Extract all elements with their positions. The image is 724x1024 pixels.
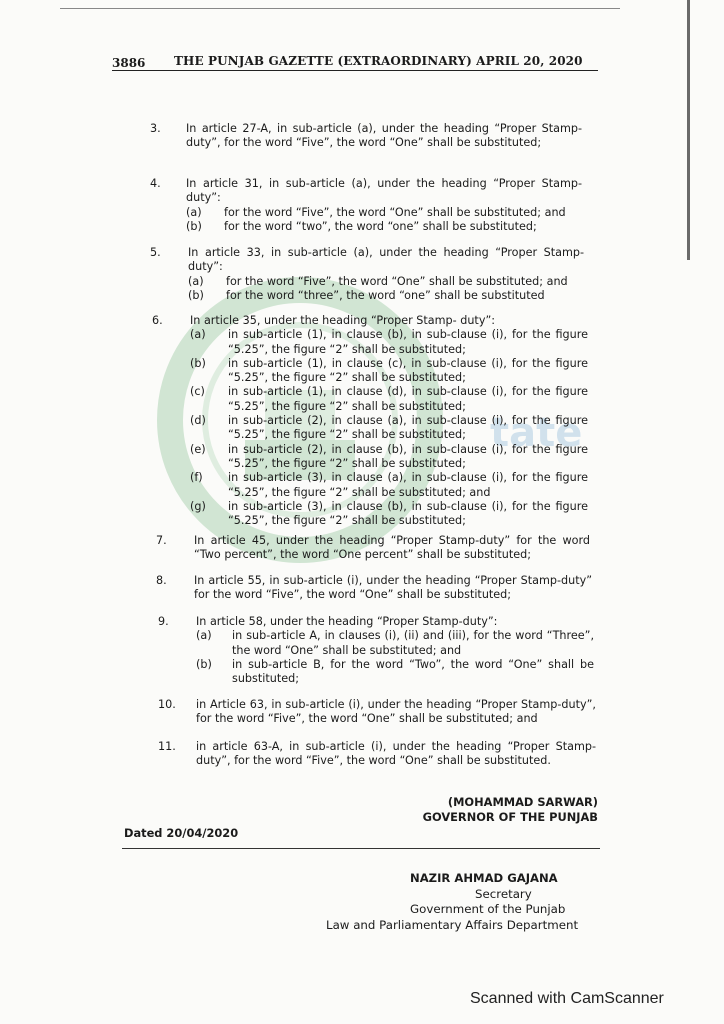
sub-clause: (a) for the word “Five”, the word “One” shall be substituted; and: [186, 205, 566, 219]
item-text: in article 63-A, in sub-article (i), under the heading “Proper Stamp-duty”, for the word “Five”, the word “One” shall be substituted.: [196, 740, 596, 768]
item-text: In article 55, in sub-article (i), under the heading “Proper Stamp-duty” for the word “Five”, the word “One” shall be substituted;: [194, 574, 592, 602]
item-text: In article 27-A, in sub-article (a), under the heading “Proper Stamp-duty”, for the word “Five”, the word “One” shall be substituted;: [186, 122, 582, 150]
item-number: 3.: [150, 122, 161, 135]
footer-rule: [122, 848, 600, 849]
sub-clause: (d) in sub-article (2), in clause (a), in sub-clause (i), for the figure “5.25”, the figure “2” shall be substituted;: [190, 414, 588, 442]
sub-clause: (b) in sub-article B, for the word “Two”, the word “One” shall be substituted;: [196, 657, 594, 686]
item-number: 5.: [150, 246, 161, 259]
item-number: 11.: [158, 740, 176, 753]
scan-edge-line: [60, 8, 620, 9]
dated-line: Dated 20/04/2020: [124, 826, 239, 840]
sub-clause: (a) in sub-article (1), in clause (b), in sub-clause (i), for the figure “5.25”, the figure “2” shall be substituted;: [190, 328, 588, 356]
sub-clause: (g) in sub-article (3), in clause (b), in sub-clause (i), for the figure “5.25”, the figure “2” shall be substituted;: [190, 499, 588, 528]
sub-clause: (b) in sub-article (1), in clause (c), in sub-clause (i), for the figure “5.25”, the figure “2” shall be substituted;: [190, 356, 588, 385]
secretary-designation: Secretary: [475, 886, 532, 901]
item-number: 6.: [152, 314, 163, 327]
sub-clause: (f) in sub-article (3), in clause (a), in sub-clause (i), for the figure “5.25”, the figure “2” shall be substituted; and: [190, 471, 588, 499]
secretary-block: [300, 871, 600, 933]
camscanner-watermark: Scanned with CamScanner: [470, 990, 664, 1007]
item-number: 4.: [150, 177, 161, 190]
governor-signature-block: [360, 795, 598, 825]
scan-edge-shadow: [687, 0, 690, 260]
watermark-text: tate: [490, 410, 583, 456]
item-number: 7.: [156, 534, 167, 547]
item-text: In article 35, under the heading “Proper Stamp- duty”:: [190, 314, 496, 327]
governor-name: (MOHAMMAD SARWAR): [447, 795, 598, 809]
item-text: in Article 63, in sub-article (i), under the heading “Proper Stamp-duty”, for the word “Five”, the word “One” shall be substituted; and: [196, 698, 596, 726]
sub-clause: (e) in sub-article (2), in clause (b), in sub-clause (i), for the figure “5.25”, the figure “2” shall be substituted;: [190, 442, 588, 470]
secretary-department: Law and Parliamentary Affairs Department: [326, 917, 579, 932]
governor-title: GOVERNOR OF THE PUNJAB: [422, 810, 598, 824]
item-number: 8.: [156, 574, 167, 587]
sub-clause: (b) for the word “three”, the word “one” shall be substituted: [188, 288, 545, 302]
sub-clause: (c) in sub-article (1), in clause (d), in sub-clause (i), for the figure “5.25”, the figure “2” shall be substituted;: [190, 385, 588, 413]
gazette-title: THE PUNJAB GAZETTE (EXTRAORDINARY) APRIL 20, 2020: [174, 54, 583, 68]
page-number: 3886: [112, 56, 146, 70]
secretary-name: NAZIR AHMAD GAJANA: [410, 871, 558, 885]
item-number: 9.: [158, 615, 169, 628]
item-text: In article 45, under the heading “Proper Stamp-duty” for the word “Two percent”, the word “One percent” shall be substituted;: [194, 534, 590, 562]
sub-clause: (a) in sub-article A, in clauses (i), (ii) and (iii), for the word “Three”, the word “One” shall be substituted; and: [196, 629, 594, 657]
header-rule: [112, 70, 598, 71]
item-number: 10.: [158, 698, 176, 711]
secretary-government: Government of the Punjab: [410, 902, 566, 916]
sub-clause: (a) for the word “Five”, the word “One” shall be substituted; and: [188, 274, 568, 288]
sub-clause: (b) for the word “two”, the word “one” shall be substituted;: [186, 219, 537, 233]
item-text: In article 58, under the heading “Proper Stamp-duty”:: [196, 615, 498, 628]
item-text: In article 31, in sub-article (a), under the heading “Proper Stamp-duty”:: [186, 177, 582, 205]
item-text: In article 33, in sub-article (a), under the heading “Proper Stamp-duty”:: [188, 246, 584, 274]
